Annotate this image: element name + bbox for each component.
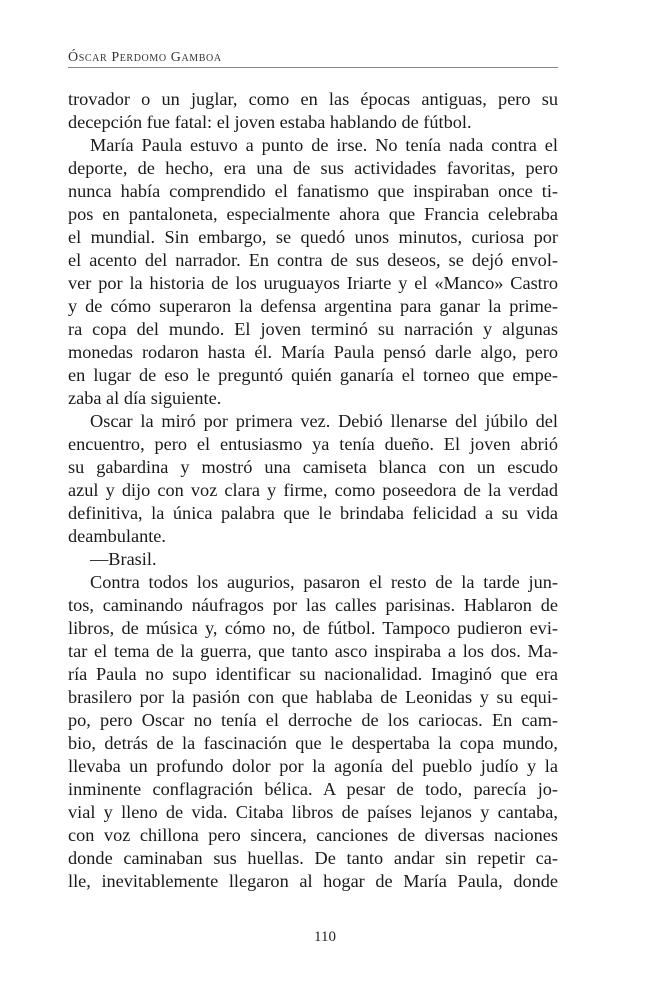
text-line: decepción fue fatal: el joven estaba hablando de fútbol. [68,112,472,132]
text-line: con voz chillona pero sincera, canciones de diversas naciones [68,825,558,845]
text-line: tar el tema de la guerra, que tanto asco inspiraba a los dos. Ma- [68,641,558,661]
text-line: ver por la historia de los uruguayos Iriarte y el «Manco» Castro [68,273,558,293]
text-line: ría Paula no supo identificar su nacionalidad. Imaginó que era [68,664,558,684]
text-line: llevaba un profundo dolor por la agonía del pueblo judío y la [68,756,558,776]
text-line: Contra todos los augurios, pasaron el resto de la tarde jun- [90,572,558,592]
text-line: trovador o un juglar, como en las épocas antiguas, pero su [68,89,558,109]
header-rule [68,67,558,68]
text-line: inminente conflagración bélica. A pesar de todo, parecía jo- [68,779,558,799]
text-line: ra copa del mundo. El joven terminó su narración y algunas [68,319,558,339]
page-number: 110 [314,929,336,945]
text-line: zaba al día siguiente. [68,388,222,408]
text-line: María Paula estuvo a punto de irse. No tenía nada contra el [90,135,558,155]
text-line: po, pero Oscar no tenía el derroche de los cariocas. En cam- [68,710,558,730]
text-line: nunca había comprendido el fanatismo que inspiraban once ti- [68,181,558,201]
body-text [68,88,558,893]
text-line: definitiva, la única palabra que le brindaba felicidad a su vida [68,503,558,523]
text-line: vial y lleno de vida. Citaba libros de países lejanos y cantaba, [68,802,558,822]
text-line: bio, detrás de la fascinación que le despertaba la copa mundo, [68,733,558,753]
text-line: deporte, de hecho, era una de sus actividades favoritas, pero [68,158,558,178]
text-line: el acento del narrador. En contra de sus deseos, se dejó envol- [68,250,558,270]
text-line: monedas rodaron hasta él. María Paula pensó darle algo, pero [68,342,558,362]
text-line: lle, inevitablemente llegaron al hogar de María Paula, donde [68,871,558,891]
text-line: deambulante. [68,526,166,546]
text-line: brasilero por la pasión con que hablaba de Leonidas y su equi- [68,687,558,707]
text-line: su gabardina y mostró una camiseta blanca con un escudo [68,457,558,477]
text-line: tos, caminando náufragos por las calles parisinas. Hablaron de [68,595,558,615]
text-line: —Brasil. [90,549,157,569]
text-line: y de cómo superaron la defensa argentina para ganar la prime- [68,296,558,316]
text-line: libros, de música y, cómo no, de fútbol. Tampoco pudieron evi- [68,618,558,638]
text-line: pos en pantaloneta, especialmente ahora que Francia celebraba [68,204,558,224]
running-head: Óscar Perdomo Gamboa [68,50,222,65]
text-line: azul y dijo con voz clara y firme, como poseedora de la verdad [68,480,558,500]
text-line: encuentro, pero el entusiasmo ya tenía dueño. El joven abrió [68,434,558,454]
text-line: Oscar la miró por primera vez. Debió llenarse del júbilo del [90,411,558,431]
text-line: en lugar de eso le preguntó quién ganaría el torneo que empe- [68,365,558,385]
text-line: donde caminaban sus huellas. De tanto andar sin repetir ca- [68,848,558,868]
text-line: el mundial. Sin embargo, se quedó unos minutos, curiosa por [68,227,558,247]
